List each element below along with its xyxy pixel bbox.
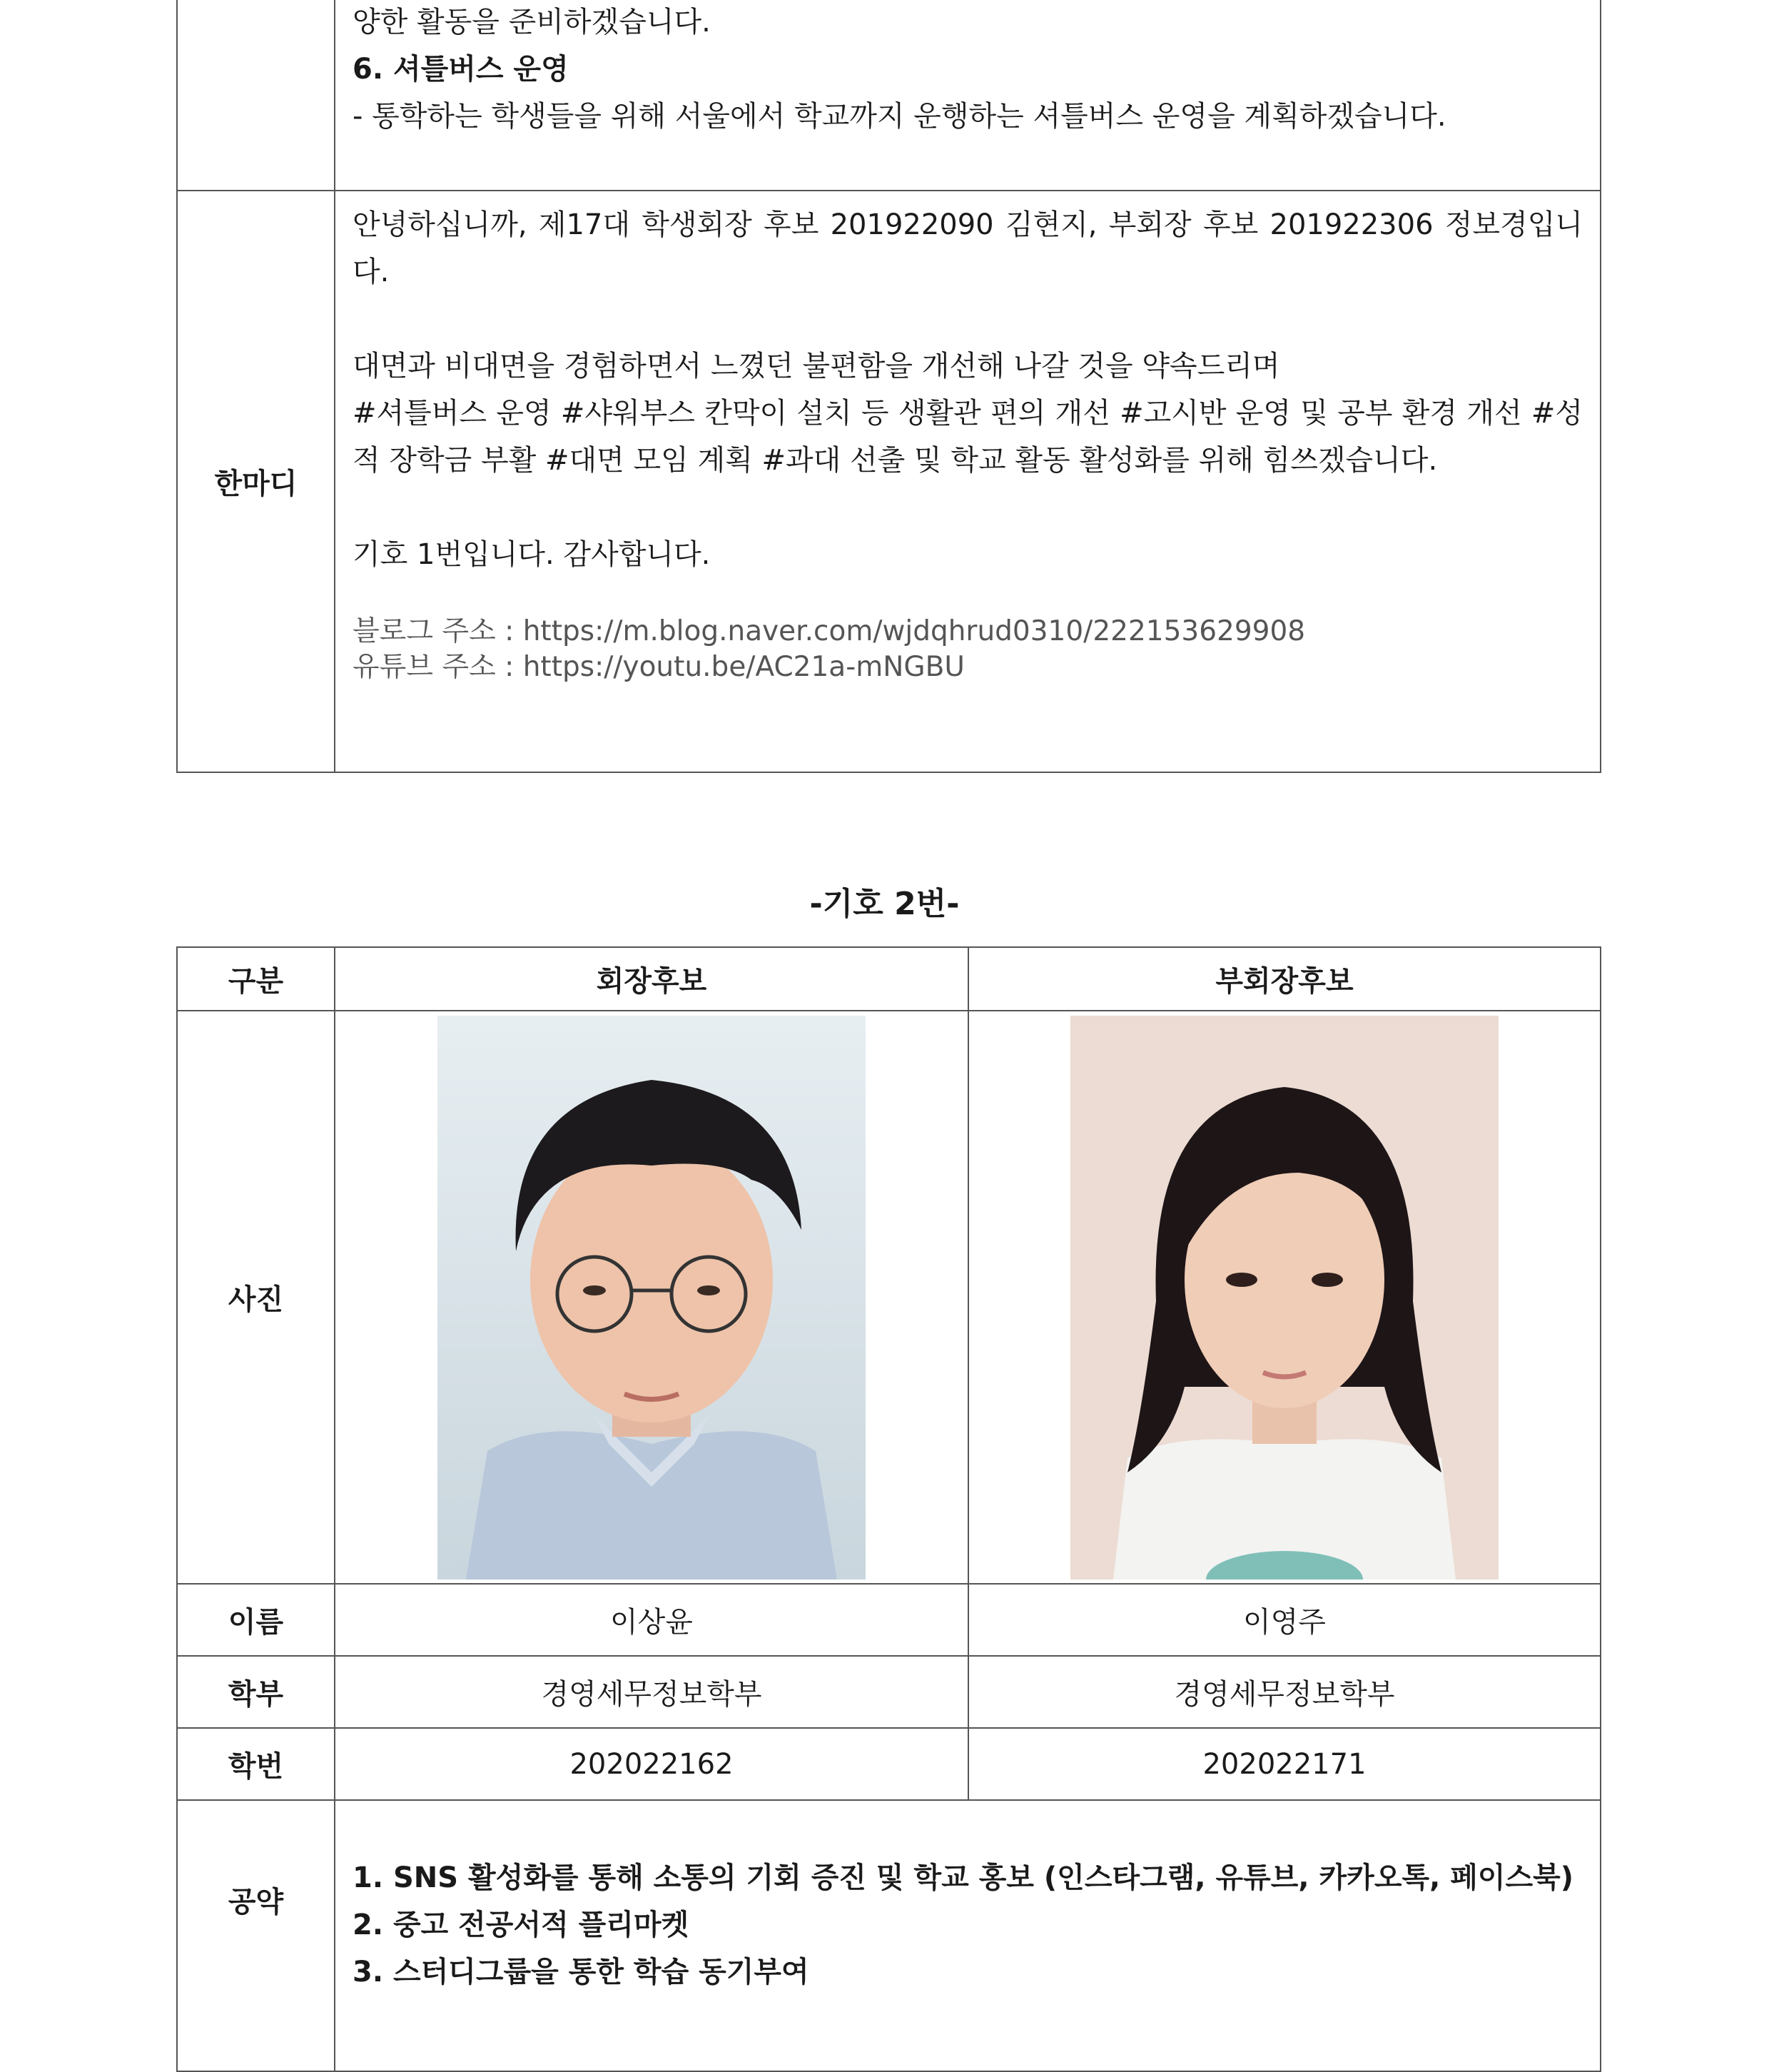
header-president: 회장후보 — [335, 947, 968, 1011]
youtube-link[interactable]: 유튜브 주소 : https://youtu.be/AC21a-mNGBU — [353, 651, 965, 683]
pledges-label: 공약 — [177, 1800, 335, 2071]
pledge-item-6-text: - 통학하는 학생들을 위해 서울에서 학교까지 운행하는 셔틀버스 운영을 계획하겠습니다. — [353, 100, 1446, 133]
section-title: -기호 2번- — [809, 886, 960, 922]
pledge-item-6-title: 6. 셔틀버스 운영 — [353, 53, 569, 86]
pledge-item: 2. 중고 전공서적 플리마켓 — [353, 1909, 689, 1941]
remarks-intro: 안녕하십니까, 제17대 학생회장 후보 201922090 김현지, 부회장 후보 201922306 정보경입니다. — [353, 208, 1583, 288]
pledges-cell — [335, 1800, 1601, 2071]
student-id-label: 학번 — [177, 1728, 335, 1800]
remarks-closing: 기호 1번입니다. 감사합니다. — [353, 538, 711, 571]
pledge-item: 1. SNS 활성화를 통해 소통의 기회 증진 및 학교 홍보 (인스타그램, 유튜브, 카카오톡, 페이스북) — [353, 1861, 1574, 1894]
candidate-1-table — [176, 0, 1601, 773]
header-vice-president: 부회장후보 — [968, 947, 1601, 1011]
header-category: 구분 — [177, 947, 335, 1011]
remarks-cell — [335, 191, 1601, 772]
pledge-label-cell — [177, 0, 335, 191]
remarks-promise: 대면과 비대면을 경험하면서 느꼈던 불편함을 개선해 나갈 것을 약속드리며 — [353, 350, 1280, 383]
remarks-hashtags: #셔틀버스 운영 #샤워부스 칸막이 설치 등 생활관 편의 개선 #고시반 운영 및 공부 환경 개선 #성적 장학금 부활 #대면 모임 계획 #과대 선출 및 학교 활동 활성화를 위해 힘쓰겠습니다. — [353, 397, 1583, 477]
vice-president-student-id: 202022171 — [968, 1728, 1601, 1800]
department-label: 학부 — [177, 1656, 335, 1728]
president-department: 경영세무정보학부 — [335, 1656, 968, 1728]
president-photo-cell — [335, 1011, 968, 1584]
president-student-id: 202022162 — [335, 1728, 968, 1800]
blog-link[interactable]: 블로그 주소 : https://m.blog.naver.com/wjdqhrud0310/222153629908 — [353, 615, 1306, 647]
pledge-continuation-cell — [335, 0, 1601, 191]
name-label: 이름 — [177, 1584, 335, 1656]
pledge-line: 양한 활동을 준비하겠습니다. — [353, 6, 711, 39]
vice-president-photo — [1070, 1016, 1499, 1580]
vice-president-department: 경영세무정보학부 — [968, 1656, 1601, 1728]
photo-label: 사진 — [177, 1011, 335, 1584]
president-photo — [437, 1016, 866, 1580]
candidate-2-table — [176, 946, 1601, 2072]
vice-president-photo-cell — [968, 1011, 1601, 1584]
remarks-label: 한마디 — [177, 191, 335, 772]
pledge-item: 3. 스터디그룹을 통한 학습 동기부여 — [353, 1956, 809, 1988]
president-name: 이상윤 — [335, 1584, 968, 1656]
vice-president-name: 이영주 — [968, 1584, 1601, 1656]
